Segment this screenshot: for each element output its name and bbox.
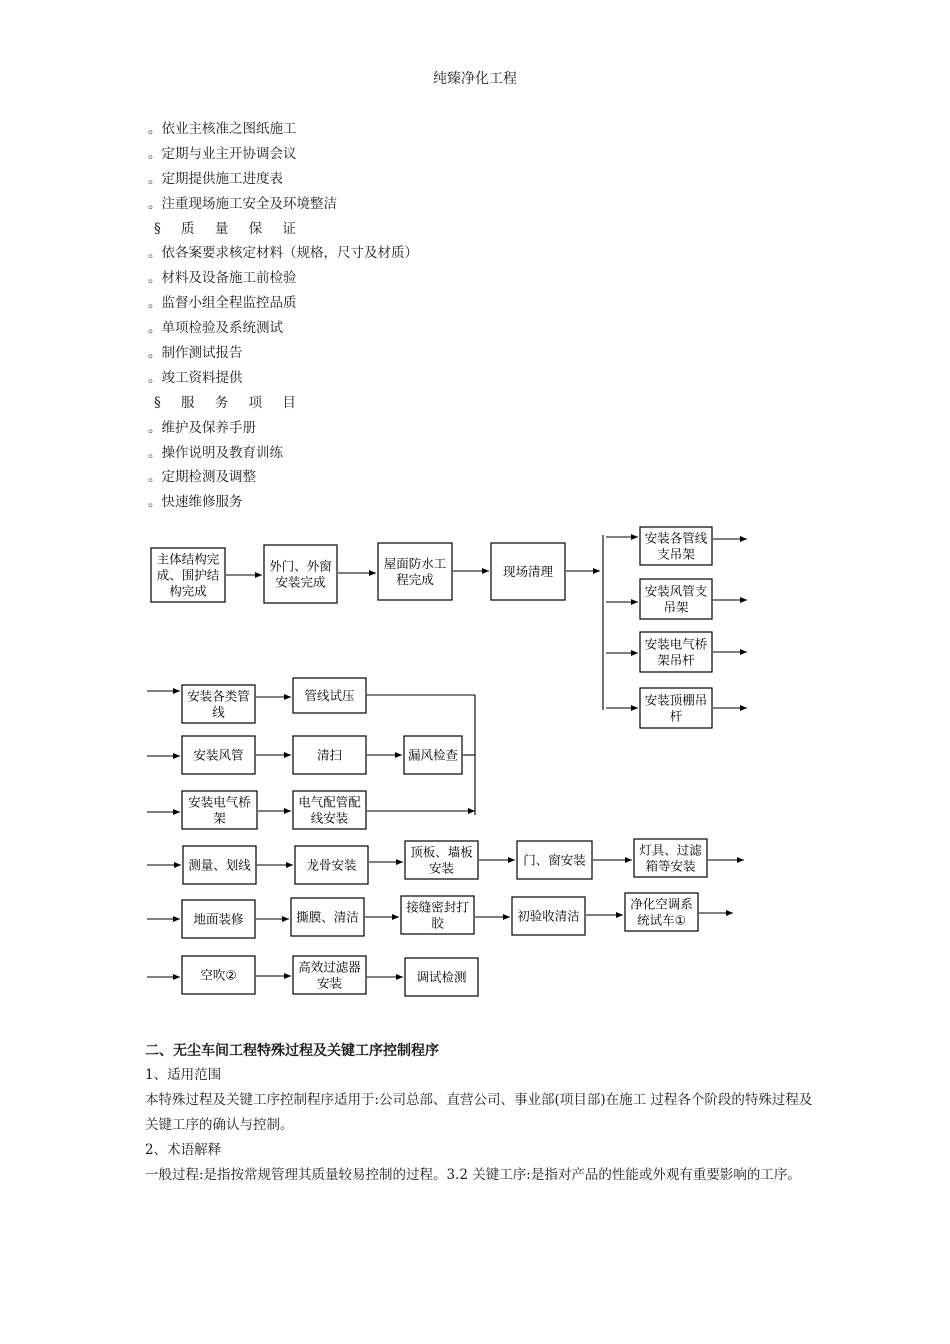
flow-node-door-window xyxy=(264,545,337,603)
flow-node-label: 外门、外窗 xyxy=(269,558,332,574)
section-marker: § 质 量 保 证 xyxy=(154,220,304,237)
flow-node-duct-hanger xyxy=(640,579,712,619)
flow-node-label: 电气配管配 xyxy=(298,794,361,810)
flow-node-label: 顶板、墙板 xyxy=(410,844,473,860)
flow-node-label: 现场清理 xyxy=(502,564,554,579)
flowchart-nodes xyxy=(151,527,712,996)
flow-node-seam-sealing xyxy=(401,896,474,934)
flow-node-label: 安装各类管 xyxy=(187,688,250,704)
flow-node-pipe-hanger xyxy=(640,527,712,565)
flow-node-hepa-install xyxy=(293,956,366,994)
flow-node-label: 构完成 xyxy=(169,583,207,599)
flow-node-roof-waterproof xyxy=(378,543,452,600)
flow-node-ceiling-wall-panel xyxy=(405,841,478,879)
flow-node-label: 架 xyxy=(213,810,226,826)
list-item: 。监督小组全程监控品质 xyxy=(148,295,297,312)
list-item: 。快速维修服务 xyxy=(148,494,243,511)
flow-node-install-tray xyxy=(182,791,257,829)
flow-node-door-window-install xyxy=(517,841,592,879)
flow-node-pipe-pressure-test xyxy=(293,678,366,713)
section-title: 二、无尘车间工程特殊过程及关键工序控制程序 xyxy=(145,1043,439,1059)
flow-node-main-structure xyxy=(151,548,225,602)
flow-node-lamp-filter-box xyxy=(634,839,707,877)
list-item: 。单项检验及系统测试 xyxy=(148,320,283,337)
list-item: 。定期提供施工进度表 xyxy=(148,170,283,187)
flow-node-label: 吊架 xyxy=(663,599,689,615)
list-item: 。定期与业主开协调会议 xyxy=(148,145,297,162)
flow-node-label: 高效过滤器 xyxy=(298,959,361,975)
flow-node-label: 支吊架 xyxy=(657,546,695,562)
flow-node-floor-finish xyxy=(182,900,255,938)
flow-node-label: 安装 xyxy=(428,860,455,876)
flow-node-label: 调试检测 xyxy=(416,969,467,985)
flow-node-label: 架吊杆 xyxy=(657,652,695,668)
flow-node-label: 接缝密封打 xyxy=(406,899,469,915)
page-header: 纯臻净化工程 xyxy=(433,71,517,87)
flow-node-label: 安装完成 xyxy=(275,574,326,590)
scope-heading: 1、适用范围 xyxy=(145,1067,222,1083)
flow-node-initial-cleaning xyxy=(512,897,585,935)
flow-node-label: 统试车① xyxy=(637,912,686,928)
flow-node-label: 安装风管支 xyxy=(644,583,708,599)
flow-node-leak-check xyxy=(404,736,462,774)
flow-node-ceiling-rod xyxy=(640,688,712,728)
flow-node-label: 漏风检查 xyxy=(407,747,459,763)
list-item: 。依业主核准之图纸施工 xyxy=(148,121,297,137)
flow-node-install-pipes xyxy=(182,685,255,723)
terms-heading: 2、术语解释 xyxy=(145,1142,222,1158)
construction-flowchart xyxy=(0,515,950,1005)
flow-node-label: 安装各管线 xyxy=(644,530,708,546)
flow-node-label: 安装顶棚吊 xyxy=(644,692,708,708)
flow-node-label: 清扫 xyxy=(316,747,343,763)
list-item: 。材料及设备施工前检验 xyxy=(148,270,297,287)
flow-node-hvac-trial-run xyxy=(625,893,698,931)
flow-node-label: 净化空调系 xyxy=(630,896,693,912)
list-item: 。维护及保养手册 xyxy=(148,419,256,436)
flow-node-tray-rod xyxy=(640,632,712,672)
flow-node-label: 程完成 xyxy=(396,572,434,587)
flow-node-survey-marking xyxy=(183,846,256,884)
flow-node-label: 安装电气桥 xyxy=(644,636,708,652)
bullet-list xyxy=(148,117,418,515)
flow-node-film-cleaning xyxy=(291,898,364,936)
terms-paragraph: 一般过程:是指按常规管理其质量较易控制的过程。3.2 关键工序:是指对产品的性能或外观有重要影响的工序。 xyxy=(145,1167,801,1183)
flow-node-label: 灯具、过滤 xyxy=(639,842,702,858)
section-marker: § 服 务 项 目 xyxy=(154,394,304,411)
flow-node-label: 初验收清洁 xyxy=(517,908,580,924)
flow-node-electrical-wiring xyxy=(293,791,366,829)
flow-node-label: 主体结构完 xyxy=(156,551,220,567)
flow-node-label: 门、窗安装 xyxy=(523,852,586,868)
flow-node-label: 成、围护结 xyxy=(156,567,220,583)
flow-node-label: 安装 xyxy=(316,975,343,991)
flow-node-debug-test xyxy=(405,958,478,996)
flow-node-install-duct xyxy=(182,736,255,774)
flow-node-label: 测量、划线 xyxy=(188,857,251,873)
flow-node-site-clean xyxy=(491,543,565,600)
flow-node-label: 空吹② xyxy=(200,967,237,983)
flow-node-label: 线 xyxy=(212,704,225,720)
flow-node-label: 地面装修 xyxy=(193,911,244,927)
list-item: 。依各案要求核定材料（规格，尺寸及材质） xyxy=(148,245,418,262)
flow-node-label: 线安装 xyxy=(310,810,349,826)
flow-node-label: 杆 xyxy=(669,708,683,724)
scope-paragraph: 本特殊过程及关键工序控制程序适用于:公司总部、直营公司、事业部(项目部)在施工 过程各个阶段的特殊过程及关键工序的确认与控制。 xyxy=(145,1092,813,1133)
list-item: 。制作测试报告 xyxy=(148,345,243,362)
flow-node-label: 管线试压 xyxy=(304,688,355,703)
flow-node-air-blow xyxy=(182,956,255,994)
flow-node-label: 撕膜、清洁 xyxy=(296,909,359,925)
flow-node-label: 箱等安装 xyxy=(645,858,696,874)
list-item: 。定期检测及调整 xyxy=(148,469,256,486)
list-item: 。注重现场施工安全及环境整洁 xyxy=(148,195,337,212)
flow-node-label: 龙骨安装 xyxy=(306,857,357,873)
flow-node-cleaning xyxy=(293,736,366,774)
list-item: 。操作说明及教育训练 xyxy=(148,444,283,461)
flow-node-keel-install xyxy=(295,846,368,884)
flow-node-label: 安装风管 xyxy=(193,747,244,763)
flow-node-label: 屋面防水工 xyxy=(383,556,447,571)
flow-node-label: 胶 xyxy=(431,915,444,931)
list-item: 。竣工资料提供 xyxy=(148,369,243,386)
flow-node-label: 安装电气桥 xyxy=(188,794,251,810)
